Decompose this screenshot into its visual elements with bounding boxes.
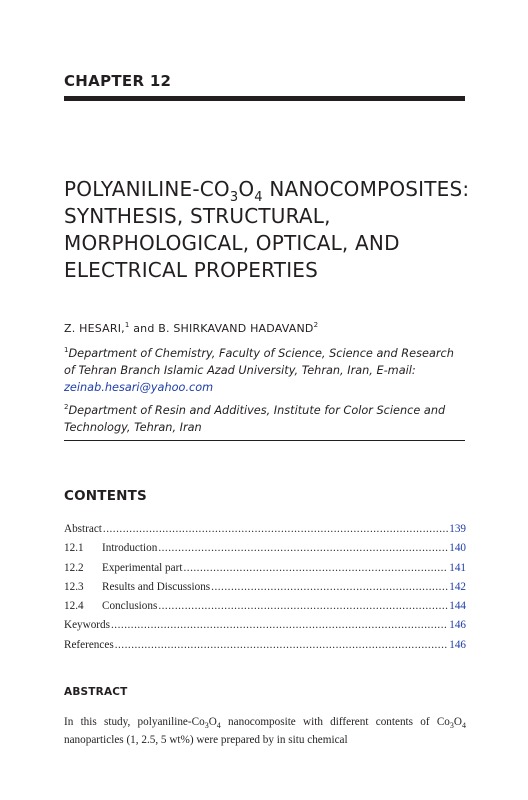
abstract-paragraph <box>64 713 466 749</box>
toc-leader <box>158 600 448 612</box>
toc-entry-introduction[interactable] <box>64 542 466 561</box>
author-2: and B. SHIRKAVAND HADAVAND <box>129 322 314 335</box>
toc-entry-keywords[interactable] <box>64 619 466 638</box>
header-divider <box>64 440 465 441</box>
toc-entry-results[interactable] <box>64 581 466 600</box>
toc-leader <box>183 562 448 574</box>
toc-leader <box>111 619 448 631</box>
title-part-2: O <box>238 177 255 201</box>
toc-leader <box>103 523 448 535</box>
toc-label: Results and Discussions <box>102 580 211 593</box>
toc-leader <box>211 581 448 593</box>
toc-page-link[interactable]: 140 <box>449 542 466 555</box>
toc-number: 12.4 <box>64 600 84 613</box>
abstract-sub-1: 3 <box>204 721 209 730</box>
toc-number: 12.1 <box>64 542 84 555</box>
toc-page-link[interactable]: 139 <box>449 523 466 535</box>
table-of-contents <box>64 523 466 658</box>
affiliation-1-sup: 1 <box>64 346 69 354</box>
toc-leader <box>115 639 449 651</box>
contents-heading: CONTENTS <box>64 488 147 504</box>
affiliation-2-sup: 2 <box>64 403 69 411</box>
toc-page-link[interactable]: 142 <box>449 580 466 593</box>
toc-entry-references[interactable] <box>64 639 466 658</box>
chapter-title <box>64 176 474 284</box>
toc-number: 12.3 <box>64 580 84 593</box>
toc-leader <box>158 542 448 554</box>
toc-label: Experimental part <box>102 561 183 574</box>
abstract-text-3: nanocomposite with different contents of Co <box>220 716 450 728</box>
toc-label: Conclusions <box>102 600 158 613</box>
toc-number: 12.2 <box>64 561 84 574</box>
abstract-sub-2: 4 <box>216 721 221 730</box>
authors <box>64 322 318 335</box>
chapter-label: CHAPTER 12 <box>64 72 172 90</box>
toc-label: Introduction <box>102 542 158 555</box>
title-sub-1: 3 <box>229 190 239 205</box>
toc-label: Abstract <box>64 523 102 535</box>
toc-entry-abstract[interactable] <box>64 523 466 542</box>
affiliation-1-text: Department of Chemistry, Faculty of Science, Science and Research of Tehran Branch Islamic Azad University, Tehran, Iran, E-mail: <box>64 347 454 377</box>
affiliation-2 <box>64 402 466 436</box>
title-part-1: POLYANILINE-CO <box>64 177 230 201</box>
toc-label: Keywords <box>64 619 110 632</box>
chapter-rule <box>64 96 465 101</box>
abstract-heading: ABSTRACT <box>64 686 128 698</box>
abstract-sub-4: 4 <box>462 721 466 730</box>
title-rest: NANOCOMPOSITES: SYNTHESIS, STRUCTURAL, MORPHOLOGICAL, OPTICAL, AND ELECTRICAL PROPERTIES <box>64 177 470 282</box>
title-sub-2: 4 <box>254 190 263 205</box>
toc-page-link[interactable]: 146 <box>449 638 466 651</box>
abstract-text-2: O <box>208 716 217 728</box>
toc-label: References <box>64 638 114 651</box>
toc-entry-conclusions[interactable] <box>64 600 466 619</box>
toc-page-link[interactable]: 141 <box>449 561 466 574</box>
toc-page-link[interactable]: 146 <box>449 619 466 632</box>
toc-entry-experimental[interactable] <box>64 562 466 581</box>
affiliation-2-text: Department of Resin and Additives, Institute for Color Science and Technology, Tehran, Iran <box>64 404 446 434</box>
abstract-text-5: nanoparticles (1, 2.5, 5 wt%) were prepared by in situ chemical <box>64 734 348 746</box>
toc-page-link[interactable]: 144 <box>449 600 466 613</box>
author-1-sup: 1 <box>124 321 130 329</box>
email-link[interactable]: zeinab.hesari@yahoo.com <box>64 381 214 394</box>
affiliation-1 <box>64 345 466 396</box>
abstract-text-1: In this study, polyaniline-Co <box>64 716 205 728</box>
abstract-sub-3: 3 <box>449 721 454 730</box>
author-2-sup: 2 <box>313 321 319 329</box>
author-1: Z. HESARI, <box>64 322 125 335</box>
abstract-text-4: O <box>453 716 462 728</box>
